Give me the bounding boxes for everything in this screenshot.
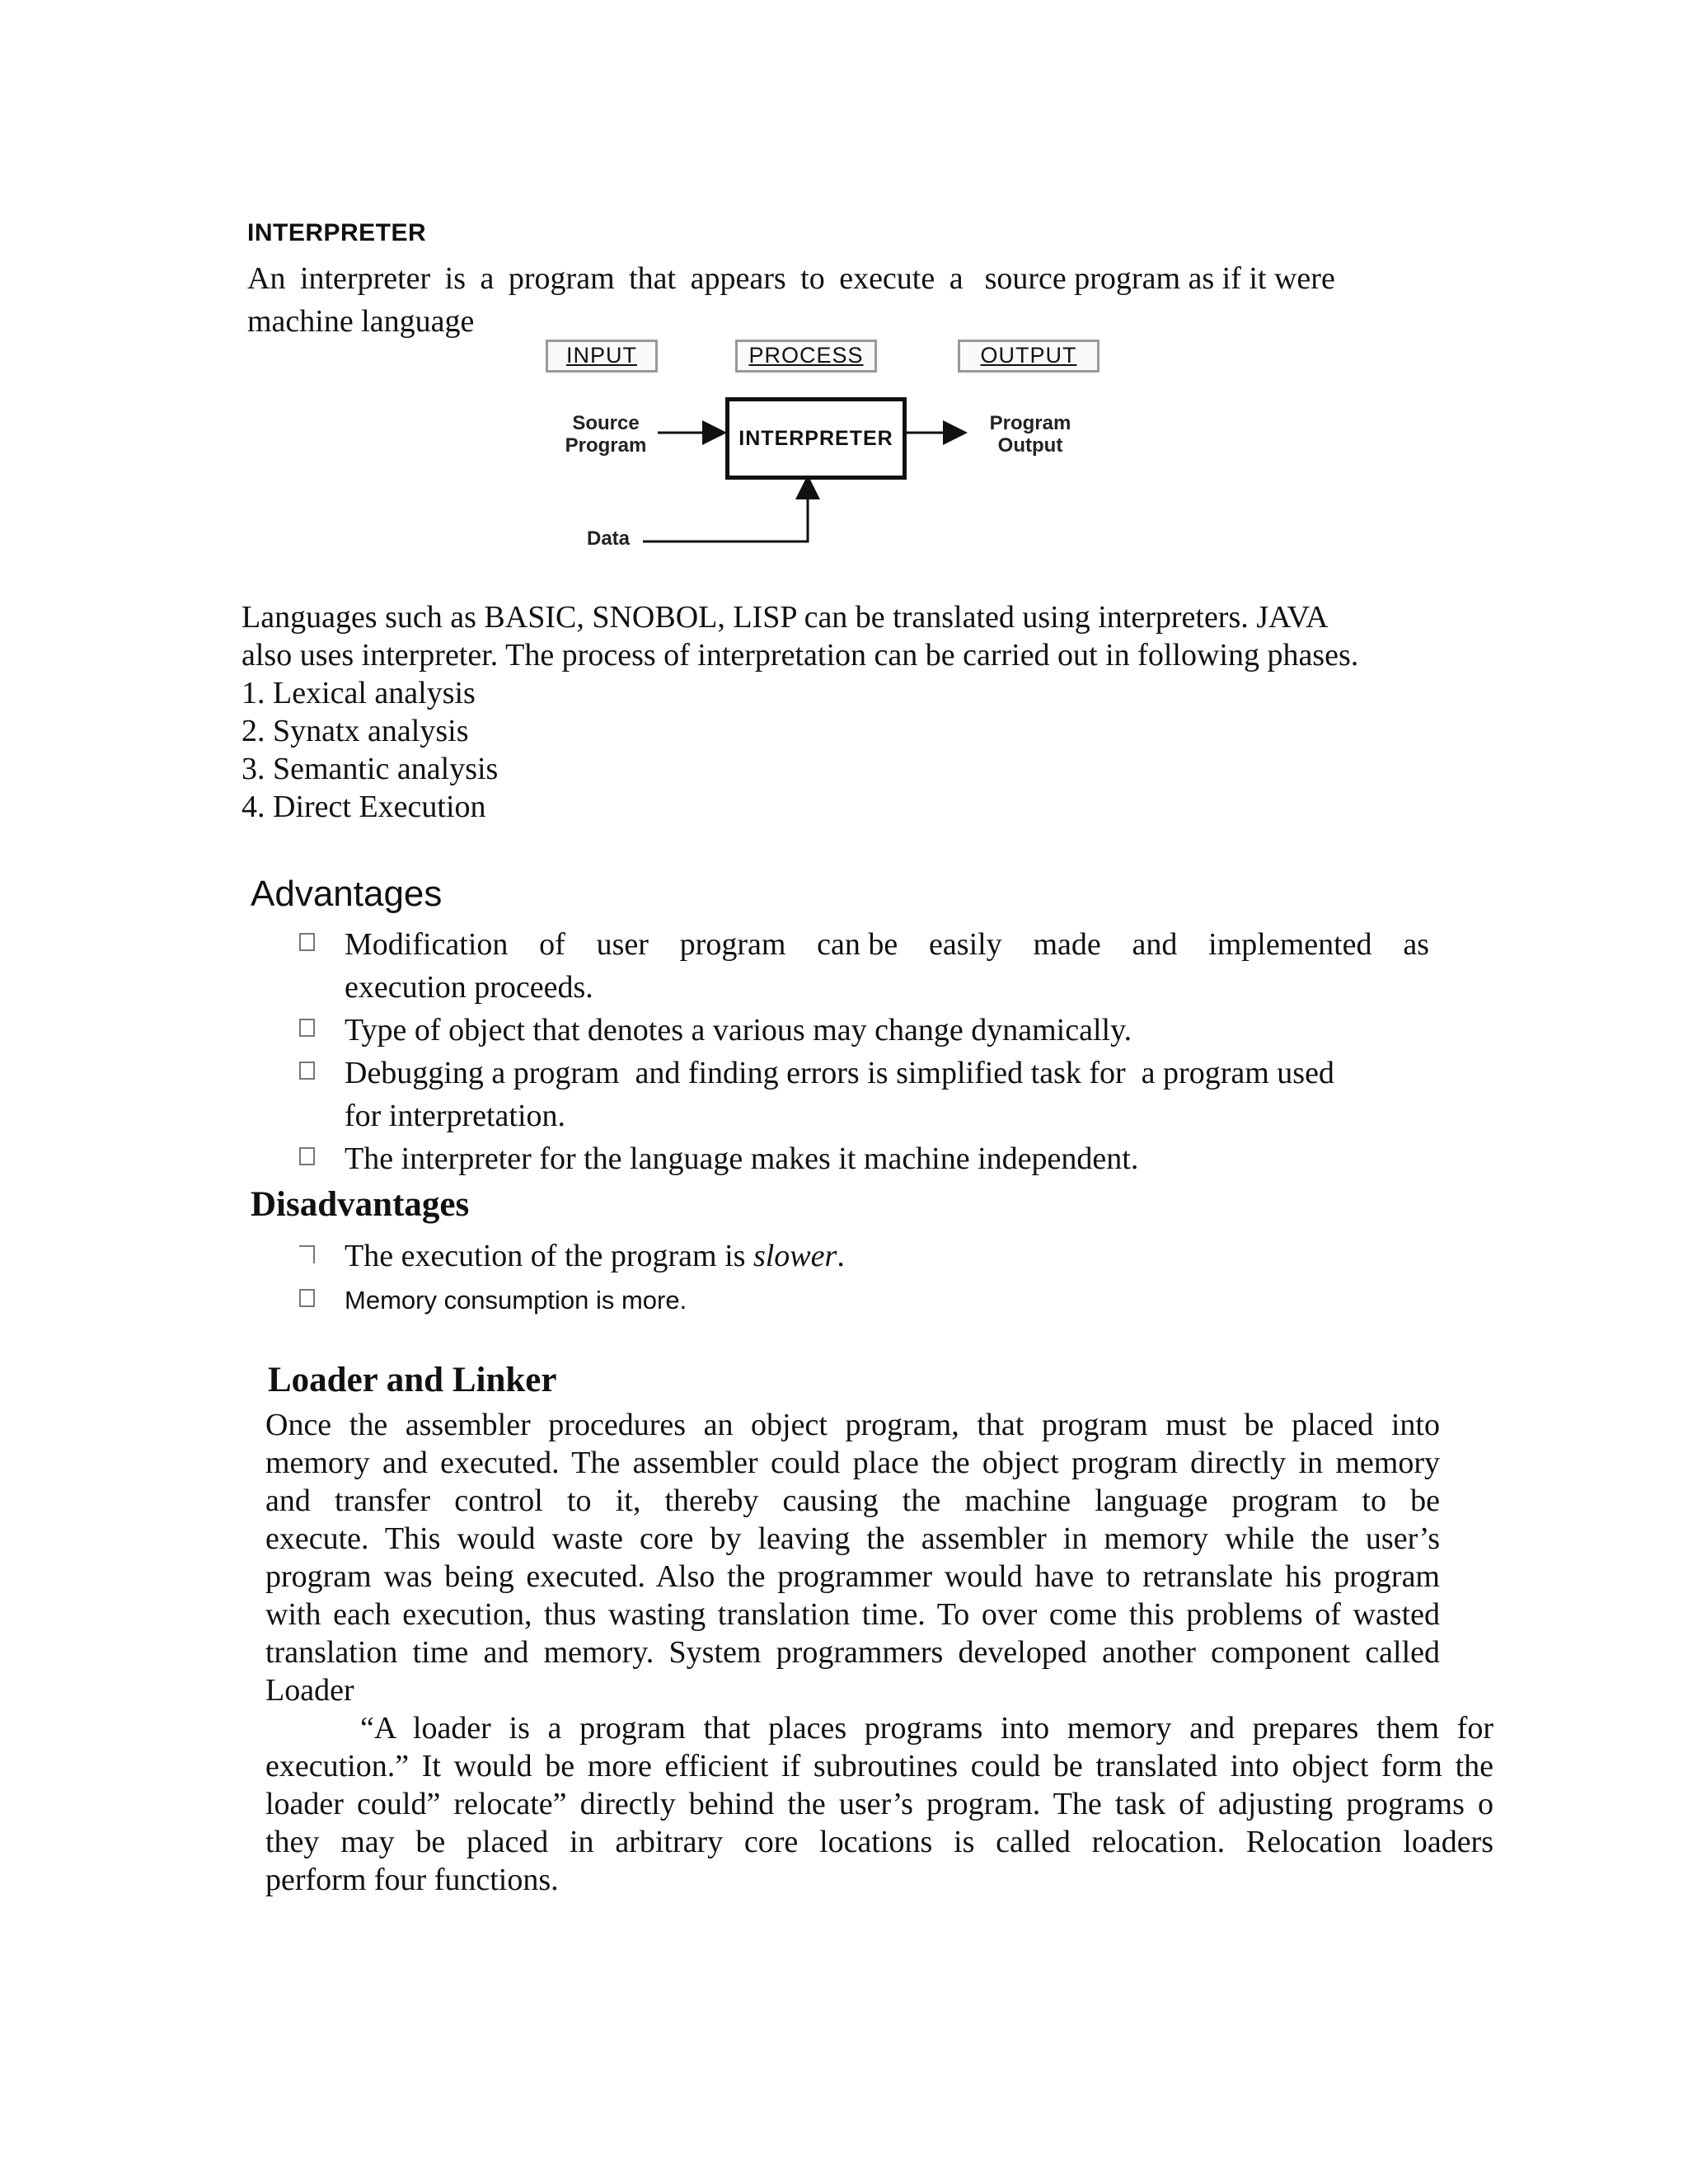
advantage-item-2: Type of object that denotes a various may change dynamically. bbox=[345, 1013, 1132, 1047]
intro-text-part-b: source program as if it were bbox=[984, 261, 1335, 296]
loader-paragraph-line: Loader bbox=[265, 1673, 354, 1708]
bullet-box-icon bbox=[299, 1289, 315, 1307]
languages-line-1: Languages such as BASIC, SNOBOL, LISP can be translated using interpreters. JAVA bbox=[241, 600, 1329, 635]
section-heading-interpreter: INTERPRETER bbox=[247, 219, 427, 246]
loader-paragraph-line: memory and executed. The assembler could place the object program directly in memory bbox=[265, 1446, 1440, 1480]
disadvantage-item-1-suffix: . bbox=[837, 1239, 845, 1273]
diagram-program-output-label bbox=[981, 412, 1080, 457]
loader-paragraph-line: and transfer control to it, thereby causing the machine language program to be bbox=[265, 1483, 1440, 1518]
word: Modification bbox=[345, 927, 509, 962]
intro-paragraph-line-1 bbox=[247, 257, 1335, 300]
loader-paragraph-line: with each execution, thus wasting translation time. To over come this problems of wasted bbox=[265, 1597, 1440, 1632]
word: implemented bbox=[1208, 927, 1372, 962]
loader-paragraph-line: perform four functions. bbox=[265, 1863, 559, 1897]
intro-paragraph-line-2: machine language bbox=[247, 304, 475, 339]
diagram-input-box: INPUT bbox=[546, 340, 658, 373]
diagram-output-box: OUTPUT bbox=[958, 340, 1100, 373]
word: of bbox=[539, 927, 565, 962]
word: and bbox=[1132, 927, 1178, 962]
word: made bbox=[1033, 927, 1101, 962]
phase-item: 4. Direct Execution bbox=[241, 790, 486, 824]
loader-paragraph-line: execute. This would waste core by leaving the assembler in memory while the user’s bbox=[265, 1521, 1440, 1556]
advantage-item-3: Debugging a program and finding errors is simplified task for a program used bbox=[345, 1056, 1334, 1090]
source-label-line-2: Program bbox=[565, 434, 647, 457]
word: user bbox=[596, 927, 649, 962]
advantage-item-4: The interpreter for the language makes it machine independent. bbox=[345, 1141, 1139, 1176]
output-label-line-1: Program bbox=[989, 412, 1071, 434]
intro-text-part-a: An interpreter is a program that appears to execute a bbox=[247, 261, 964, 296]
diagram-process-box: PROCESS bbox=[735, 340, 877, 373]
word: can be bbox=[817, 927, 898, 962]
phase-item: 2. Synatx analysis bbox=[241, 714, 469, 748]
disadvantages-heading: Disadvantages bbox=[251, 1185, 470, 1224]
languages-line-2: also uses interpreter. The process of interpretation can be carried out in following phases. bbox=[241, 638, 1359, 673]
bullet-box-icon bbox=[299, 1245, 315, 1263]
bullet-box-icon bbox=[299, 933, 315, 951]
loader-paragraph-line: Once the assembler procedures an object program, that program must be placed into bbox=[265, 1408, 1440, 1442]
output-label-line-2: Output bbox=[997, 434, 1063, 457]
arrow-data-to-interpreter bbox=[643, 480, 808, 541]
word: program bbox=[679, 927, 786, 962]
advantage-item-1-continuation: execution proceeds. bbox=[345, 970, 593, 1005]
disadvantage-item-1 bbox=[345, 1235, 845, 1277]
phase-item: 3. Semantic analysis bbox=[241, 752, 499, 786]
bullet-box-icon bbox=[299, 1062, 315, 1080]
disadvantage-item-2: Memory consumption is more. bbox=[345, 1286, 687, 1315]
loader-paragraph-line: program was being executed. Also the programmer would have to retranslate his program bbox=[265, 1559, 1440, 1594]
loader-paragraph-line: loader could” relocate” directly behind the user’s program. The task of adjusting programs o bbox=[265, 1787, 1493, 1821]
interpreter-diagram bbox=[536, 330, 1129, 577]
advantage-item-3-continuation: for interpretation. bbox=[345, 1099, 566, 1133]
loader-paragraph-line: they may be placed in arbitrary core locations is called relocation. Relocation loaders bbox=[265, 1825, 1493, 1859]
diagram-source-program-label bbox=[560, 412, 651, 457]
word: as bbox=[1403, 927, 1429, 962]
advantages-heading: Advantages bbox=[251, 874, 443, 914]
bullet-box-icon bbox=[299, 1147, 315, 1165]
disadvantage-item-1-emphasis: slower bbox=[753, 1239, 837, 1273]
phase-item: 1. Lexical analysis bbox=[241, 676, 476, 710]
loader-linker-heading: Loader and Linker bbox=[268, 1361, 557, 1399]
advantage-item-1 bbox=[345, 923, 1429, 966]
diagram-interpreter-box: INTERPRETER bbox=[725, 397, 907, 480]
loader-paragraph-line: translation time and memory. System programmers developed another component called bbox=[265, 1635, 1440, 1670]
bullet-box-icon bbox=[299, 1019, 315, 1037]
source-label-line-1: Source bbox=[572, 412, 640, 434]
loader-paragraph-line: execution.” It would be more efficient if subroutines could be translated into object form the bbox=[265, 1749, 1493, 1783]
disadvantage-item-1-prefix: The execution of the program is bbox=[345, 1239, 753, 1273]
word: easily bbox=[929, 927, 1002, 962]
loader-paragraph-line: “A loader is a program that places programs into memory and prepares them for bbox=[360, 1711, 1493, 1746]
diagram-data-label: Data bbox=[586, 527, 631, 550]
